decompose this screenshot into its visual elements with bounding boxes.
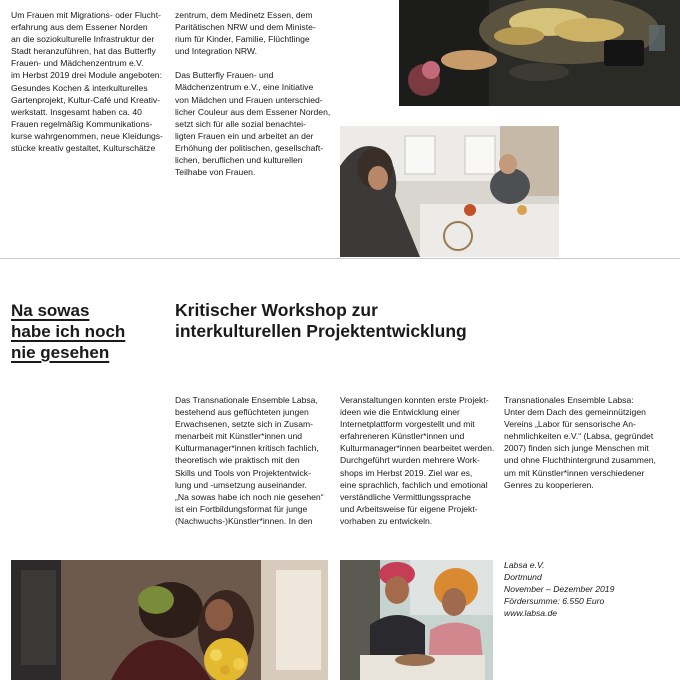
photo-women-crafting bbox=[340, 126, 559, 257]
section-column-2 bbox=[340, 394, 500, 527]
info-website: www.labsa.de bbox=[504, 608, 558, 619]
section-column-2-text: Veranstaltungen konnten erste Projekt- ideen wie die Entwicklung einer Internetplattform vorgestellt und mit erfahreneren Künstler*innen und Kulturmanager*innen bearbeitet werden. Durchgeführt wurden mehrere Work- shops im Herbst 2019. Ziel war es, eine sprachlich, fachlich und emotional verständliche Vermittlungssprache und Arbeitsweise für eigene Projekt- vorhaben zu entwickeln. bbox=[340, 395, 495, 526]
kicker-line-2: habe ich noch bbox=[11, 322, 126, 341]
kicker-line-3: nie gesehen bbox=[11, 343, 110, 362]
section-title bbox=[175, 300, 595, 342]
info-period: November – Dezember 2019 bbox=[504, 584, 615, 595]
title-line-1: Kritischer Workshop zur bbox=[175, 300, 378, 320]
photo-embrace bbox=[11, 560, 328, 680]
section-divider bbox=[0, 258, 680, 259]
photo-cooking-table bbox=[399, 0, 680, 106]
section-column-1 bbox=[175, 394, 335, 527]
info-organisation: Labsa e.V. bbox=[504, 560, 545, 570]
section-column-3 bbox=[504, 394, 674, 491]
info-city: Dortmund bbox=[504, 572, 542, 583]
top-column-1 bbox=[11, 9, 171, 154]
kicker-line-1: Na sowas bbox=[11, 301, 90, 320]
section-kicker bbox=[11, 300, 161, 363]
section-column-3-text: Transnationales Ensemble Labsa: Unter dem Dach des gemeinnützigen Vereins „Labor für sensorische An- nehmlichkeiten e.V.“ (Labsa, gegründet 2007) finden sich junge Menschen mit und ohne Fluchthintergrund zusammen, um mit Künstler*innen verschiedener Genres zu kooperieren. bbox=[504, 395, 656, 490]
top-column-2 bbox=[175, 9, 340, 178]
top-column-1-text: Um Frauen mit Migrations- oder Flucht- erfahrung aus dem Essener Norden an die soziokulturelle Infrastruktur der Stadt heranzuführen, hat das Butterfly Frauen- und Mädchenzentrum e.V. im Herbst 2019 drei Module angeboten: Gesundes Kochen & interkulturelles Gartenprojekt, Kultur-Café und Kreativ- werkstatt. Insgesamt haben ca. 40 Frauen regelmäßig Kommunikations- kurse wahrgenommen, neue Kleidungs- stücke kreativ gestaltet, Kulturschätze bbox=[11, 10, 163, 154]
top-column-2-text-a: zentrum, dem Medinetz Essen, dem Paritätischen NRW und dem Ministe- rium für Kinder, Familie, Flüchtlinge und Integration NRW. bbox=[175, 10, 316, 57]
photo-two-women-table bbox=[340, 560, 493, 680]
info-funding: Fördersumme: 6.550 Euro bbox=[504, 596, 605, 607]
title-line-2: interkulturellen Projektentwicklung bbox=[175, 321, 467, 341]
section-column-1-text: Das Transnationale Ensemble Labsa, bestehend aus geflüchteten jungen Erwachsenen, setzte sich in Zusam- menarbeit mit Künstler*innen und Kulturmanager*innen kritisch fachlich, theoretisch wie praktisch mit den Skills und Tools von Projektentwick- lung und -umsetzung auseinander. „Na sowas habe ich noch nie gesehen“ ist ein Fortbildungsformat für junge (Nachwuchs-)Künstler*innen. In den bbox=[175, 395, 324, 526]
top-column-2-text-b: Das Butterfly Frauen- und Mädchenzentrum e.V., eine Initiative von Mädchen und Frauen unterschied- licher Couleur aus dem Essener Norden, setzt sich für alle sozial benachtei- ligten Frauen ein und arbeitet an der Erhöhung der politischen, gesellschaft- lichen, beruflichen und kulturellen Teilhabe von Frauen. bbox=[175, 70, 331, 178]
project-info bbox=[504, 559, 674, 619]
